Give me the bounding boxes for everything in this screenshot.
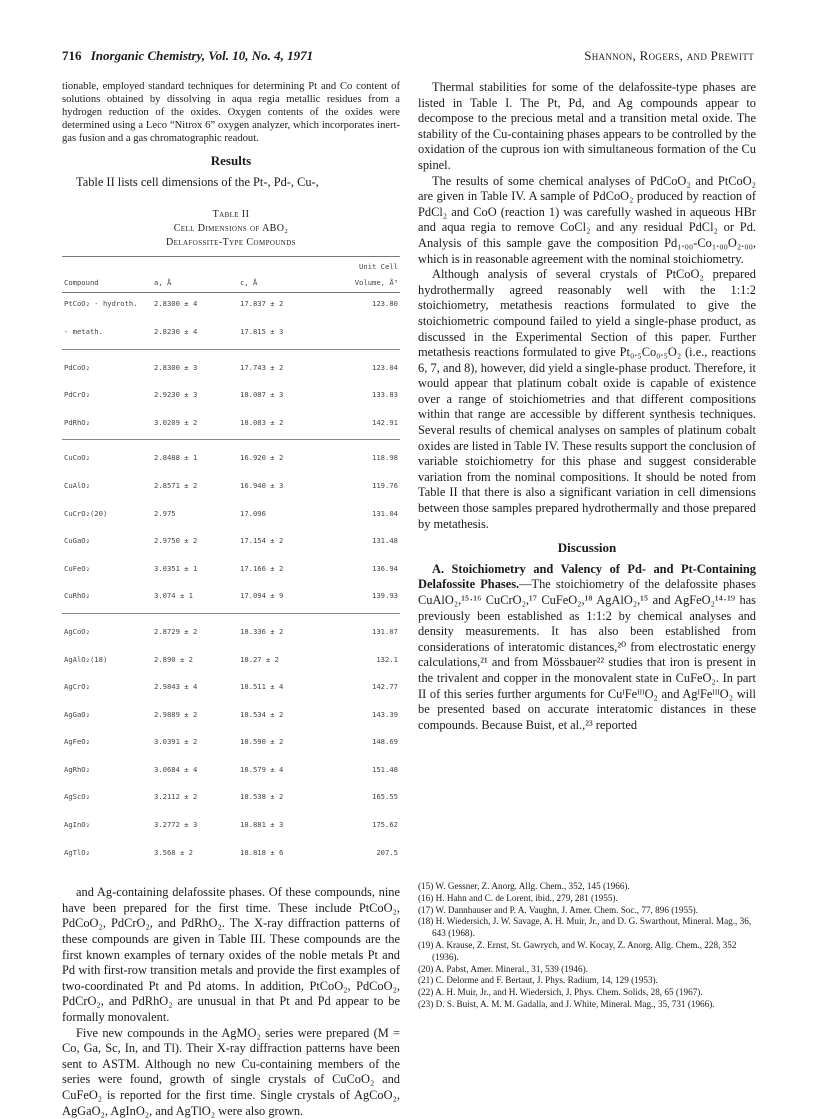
cell-c: 16.940 ± 3 [240,480,284,490]
table-row [62,649,400,677]
cell-compound: AgGaO₂ [64,709,90,719]
cell-c: 17.743 ± 2 [238,349,328,384]
cell-compound: AgCrO₂ [64,682,90,692]
cell-volume: 148.69 [372,737,398,747]
col-header-a: a, Å [152,257,238,293]
table-row [62,475,400,503]
cell-compound: CuFeO₂ [64,563,90,573]
cell-a: 3.0684 ± 4 [154,764,198,774]
cell-volume: 165.55 [372,792,398,802]
journal-title: Inorganic Chemistry, Vol. 10, No. 4, 1971 [90,48,314,63]
journal-citation [62,48,313,64]
cell-compound: AgFeO₂ [64,737,90,747]
discussion-heading: Discussion [557,540,617,556]
discussion-of-phases-paragraph: and Ag-containing delafossite phases. Of these compounds, nine have been prepared for the first time. These include PtCoO₂, PdCoO₂, PdCrO₂, and PdRhO₂. The X-ray diffraction patterns of these compounds are given in Table III. These compounds are the first known examples of ternary oxides of the noble metals Pt and Pd with first-row transition metals and provide the first examples of two-coordinated Pt and Pd atoms. In addition, PtCoO₂, PdCoO₂, PdCrO₂, and PdRhO₂ are unusual in that Pt and Pd appear to be formally monovalent. [62,885,400,1024]
footnote: (21) C. Delorme and F. Bertaut, J. Phys. Radium, 14, 129 (1953). [418,975,658,986]
cell-c: 18.881 ± 3 [240,820,284,830]
intro-paragraph: tionable, employed standard techniques for determining Pt and Co content of solutions obtained by dissolving in aqua regia metallic residues from a hydrogen reduction of the oxides. Oxygen contents of the oxides were determined using a Leco “Nitrox 6” oxygen analyzer, which incorporates inert-gas fusion and a gas chromatographic readout. [62,81,400,144]
table-body [62,293,400,869]
cell-compound: AgScO₂ [64,792,90,802]
page-header [62,48,754,66]
results-heading: Results [210,153,252,168]
cell-a: 2.8488 ± 1 [152,440,238,475]
cell-compound: PdRhO₂ [64,417,90,427]
cell-c: 17.094 ± 9 [240,591,284,601]
cell-c: 17.166 ± 2 [240,563,284,573]
footnote-divider [418,876,756,877]
cell-a: 2.8300 ± 3 [152,349,238,384]
col-header-compound: Compound [62,257,152,293]
cell-compound: PtCoO₂ - hydroth. [64,299,138,309]
cell-volume: 132.1 [376,654,398,664]
cell-compound: AgAlO₂(18) [64,654,108,664]
cell-c: 17.154 ± 2 [240,536,284,546]
table-row [62,585,400,613]
cell-c: 18.083 ± 2 [240,417,284,427]
footnote-list [418,881,756,1011]
col-header-volume-line2: Volume, Å³ [354,277,398,287]
footnote: (19) A. Krause, Z. Ernst, St. Gawrych, and W. Kocay, Z. Anorg. Allg. Chem., 228, 352 (1936). [418,939,737,962]
cell-a: 2.8300 ± 4 [154,299,198,309]
cell-c: 17.837 ± 2 [240,299,284,309]
left-column [62,80,400,1119]
cell-a: 2.8571 ± 2 [154,480,198,490]
running-authors: Shannon, Rogers, and Prewitt [584,48,754,63]
table-caption-title: Cell Dimensions of ABO₂ [173,223,289,235]
cell-a: 3.2112 ± 2 [154,792,198,802]
cell-volume: 207.5 [376,847,398,857]
cell-a: 3.2772 ± 3 [154,820,198,830]
stoichiometry-paragraph [418,562,756,734]
cell-volume: 136.94 [372,563,398,573]
right-column [418,80,756,733]
table-caption-number: Table II [212,209,250,221]
cell-c: 18.579 ± 4 [240,764,284,774]
table-row [62,293,400,321]
stoichiometry-text: —The stoichiometry of the delafossite phases CuAlO₂,¹⁵·¹⁶ CuCrO₂,¹⁷ CuFeO₂,¹⁸ AgAlO₂,¹⁵ and AgFeO₂¹⁴·¹⁹ has previously been established as 1:1:2 by chemical analyses and density measurements. It has also been established from considerations of interatomic distances,²⁰ from electrostatic energy calculations,²¹ and from Mössbauer²² studies that iron is present in the trivalent and copper in the monovalent state in CuFeO₂. In part II of this series further arguments for CuᴵFeᴵᴵᴵO₂ and AgᴵFeᴵᴵᴵO₂ will be presented based on accurate interatomic distances in these compounds. Because Buist, et al.,²³ reported [418,577,756,732]
footnote: (22) A. H. Muir, Jr., and H. Wiedersich, J. Phys. Chem. Solids, 28, 65 (1967). [418,987,703,998]
cell-a: 2.9843 ± 4 [154,682,198,692]
table-row [62,503,400,531]
cell-compound: PdCoO₂ [62,349,152,384]
col-header-c: c, Å [238,257,328,293]
cell-a: 2.8230 ± 4 [154,326,198,336]
cell-volume: 151.48 [372,764,398,774]
cell-a: 2.8729 ± 2 [152,613,238,648]
cell-volume: 131.07 [328,613,400,648]
cell-c: 17.815 ± 3 [240,326,284,336]
cell-volume: 133.83 [372,390,398,400]
ptcoo2-stoichiometry-paragraph: Although analysis of several crystals of PtCoO₂ prepared hydrothermally agreed reasonably well with the 1:1:2 stoichiometry, metathesis reactions formulated to give the stoichiometric compound failed to yield a single-phase product, as discussed in the Experimental Section of this paper. Further metathesis reactions formulated to give Pt₀.₅Co₀.₅O₂ (i.e., reactions 6, 7, and 8), however, did yield a single-phase product. Therefore, it would appear that platinum cobalt oxide is capable of existence over a range of stoichiometries and that different compositions within that range are accessible by different synthesis techniques. Several results of chemical analyses on samples of platinum cobalt oxides are listed in Table IV. These results support the conclusion of variable stoichiometry for this phase and suggest considerable variation from the nominal compositions. It should be noted from Table II that there is also a significant variation in cell dimensions between those samples prepared hydrothermally and those prepared by metathesis. [418,267,756,531]
cell-a: 2.9750 ± 2 [154,536,198,546]
cell-volume: 119.76 [372,480,398,490]
cell-c: 18.818 ± 6 [240,847,284,857]
subsection-title: A. Stoichiometry and Valency of Pd- and Pt-Containing Delafossite Phases. [418,561,756,592]
cell-volume [328,321,400,349]
cell-compound: CuCrO₂(20) [64,508,108,518]
col-header-volume-line1: Unit Cell [359,262,398,272]
cell-compound: CuRhO₂ [64,591,90,601]
cell-compound: CuCoO₂ [62,440,152,475]
cell-volume: 131.04 [372,508,398,518]
cell-c: 18.511 ± 4 [240,682,284,692]
cell-compound: AgRhO₂ [64,764,90,774]
table-row [62,530,400,558]
table-row [62,814,400,842]
col-header-volume [328,257,400,293]
cell-compound: CuAlO₂ [64,480,90,490]
cell-volume: 118.98 [328,440,400,475]
cell-volume: 123.80 [372,299,398,309]
cell-a: 3.074 ± 1 [154,591,193,601]
table-row [62,676,400,704]
footnotes [418,876,756,1011]
table-row [62,731,400,759]
cell-compound: AgCoO₂ [62,613,152,648]
cell-a: 2.890 ± 2 [154,654,193,664]
results-paragraph: Table II lists cell dimensions of the Pt-, Pd-, Cu-, [76,174,319,189]
cell-c: 18.590 ± 2 [240,737,284,747]
table-row [62,440,400,475]
table-row [62,384,400,412]
table-row [62,704,400,732]
chemical-analyses-paragraph: The results of some chemical analyses of PdCoO₂ and PtCoO₂ are given in Table IV. A sample of PdCoO₂ produced by reaction of PdCl₂ and CoO (reaction 1) was carefully washed in aqueous HBr and aqua regia to remove CoCl₂ and any residual PdCl₂ or Pd. Analysis of this sample gave the composition Pd₁.₀₀-Co₁.₀₀O₂.₀₀, which is in reasonable agreement with the nominal stoichiometry. [418,173,756,266]
cell-a: 3.568 ± 2 [154,847,193,857]
footnote: (16) H. Hahn and C. de Lorent, ibid., 279, 281 (1955). [418,892,618,903]
cell-volume: 139.93 [372,591,398,601]
cell-volume: 143.39 [372,709,398,719]
table-row [62,842,400,870]
cell-c: 17.096 [240,508,266,518]
cell-volume: 175.62 [372,820,398,830]
cell-a: 2.975 [154,508,176,518]
table-row [62,412,400,440]
cell-a: 2.9230 ± 3 [154,390,198,400]
page-number: 716 [62,48,82,63]
footnote: (17) W. Dannhauser and P. A. Vaughn, J. Amer. Chem. Soc., 77, 896 (1955). [418,904,699,915]
table-caption-subtitle: Delafossite-Type Compounds [166,237,296,249]
cell-c: 18.336 ± 2 [238,613,328,648]
cell-c: 18.538 ± 2 [240,792,284,802]
cell-compound: AgInO₂ [64,820,90,830]
footnote: (15) W. Gessner, Z. Anorg. Allg. Chem., 352, 145 (1966). [418,881,630,891]
cell-c: 16.920 ± 2 [238,440,328,475]
table-row [62,558,400,586]
cell-a: 3.0391 ± 2 [154,737,198,747]
cell-c: 18.534 ± 2 [240,709,284,719]
cell-a: 3.0351 ± 1 [154,563,198,573]
cell-a: 3.0209 ± 2 [154,417,198,427]
footnote: (23) D. S. Buist, A. M. M. Gadalla, and J. White, Mineral. Mag., 35, 731 (1966). [418,998,715,1009]
cell-volume: 142.77 [372,682,398,692]
cell-compound: AgTlO₂ [64,847,90,857]
table-row [62,613,400,648]
cell-c: 18.087 ± 3 [240,390,284,400]
cell-volume: 131.48 [372,536,398,546]
cell-compound: - metath. [64,326,103,336]
table-row [62,349,400,384]
cell-a: 2.9889 ± 2 [154,709,198,719]
table-row [62,321,400,349]
cell-dimensions-table [62,256,400,869]
cell-volume: 142.91 [372,417,398,427]
cell-compound: PdCrO₂ [64,390,90,400]
cell-volume: 123.04 [328,349,400,384]
cell-c: 18.27 ± 2 [240,654,279,664]
footnote: (18) H. Wiedersich, J. W. Savage, A. H. Muir, Jr., and D. G. Swarthout, Mineral. Mag., 36, 643 (1968). [418,916,752,939]
table-row [62,786,400,814]
thermal-stability-paragraph: Thermal stabilities for some of the delafossite-type phases are listed in Table I. The Pt, Pd, and Ag compounds appear to decompose to the precious metal and a transition metal oxide. The stability of the Cu-containing phases appears to be controlled by the oxidation of the cuprous ion with simultaneous formation of the Cu spinel. [418,80,756,172]
table-row [62,759,400,787]
ag-series-paragraph: Five new compounds in the AgMO₂ series were prepared (M = Co, Ga, Sc, In, and Tl). Their X-ray diffraction patterns have been sent to ASTM. Although no new Cu-containing members of the series were found, growth of single crystals of CuCoO₂ and CuFeO₂ is reported for the first time. Single crystals of AgCoO₂, AgGaO₂, AgInO₂, and AgTlO₂ were also grown. [62,1025,400,1118]
footnote: (20) A. Pabst, Amer. Mineral., 31, 539 (1946). [418,963,588,974]
cell-compound: CuGaO₂ [64,536,90,546]
table-caption [62,208,400,250]
